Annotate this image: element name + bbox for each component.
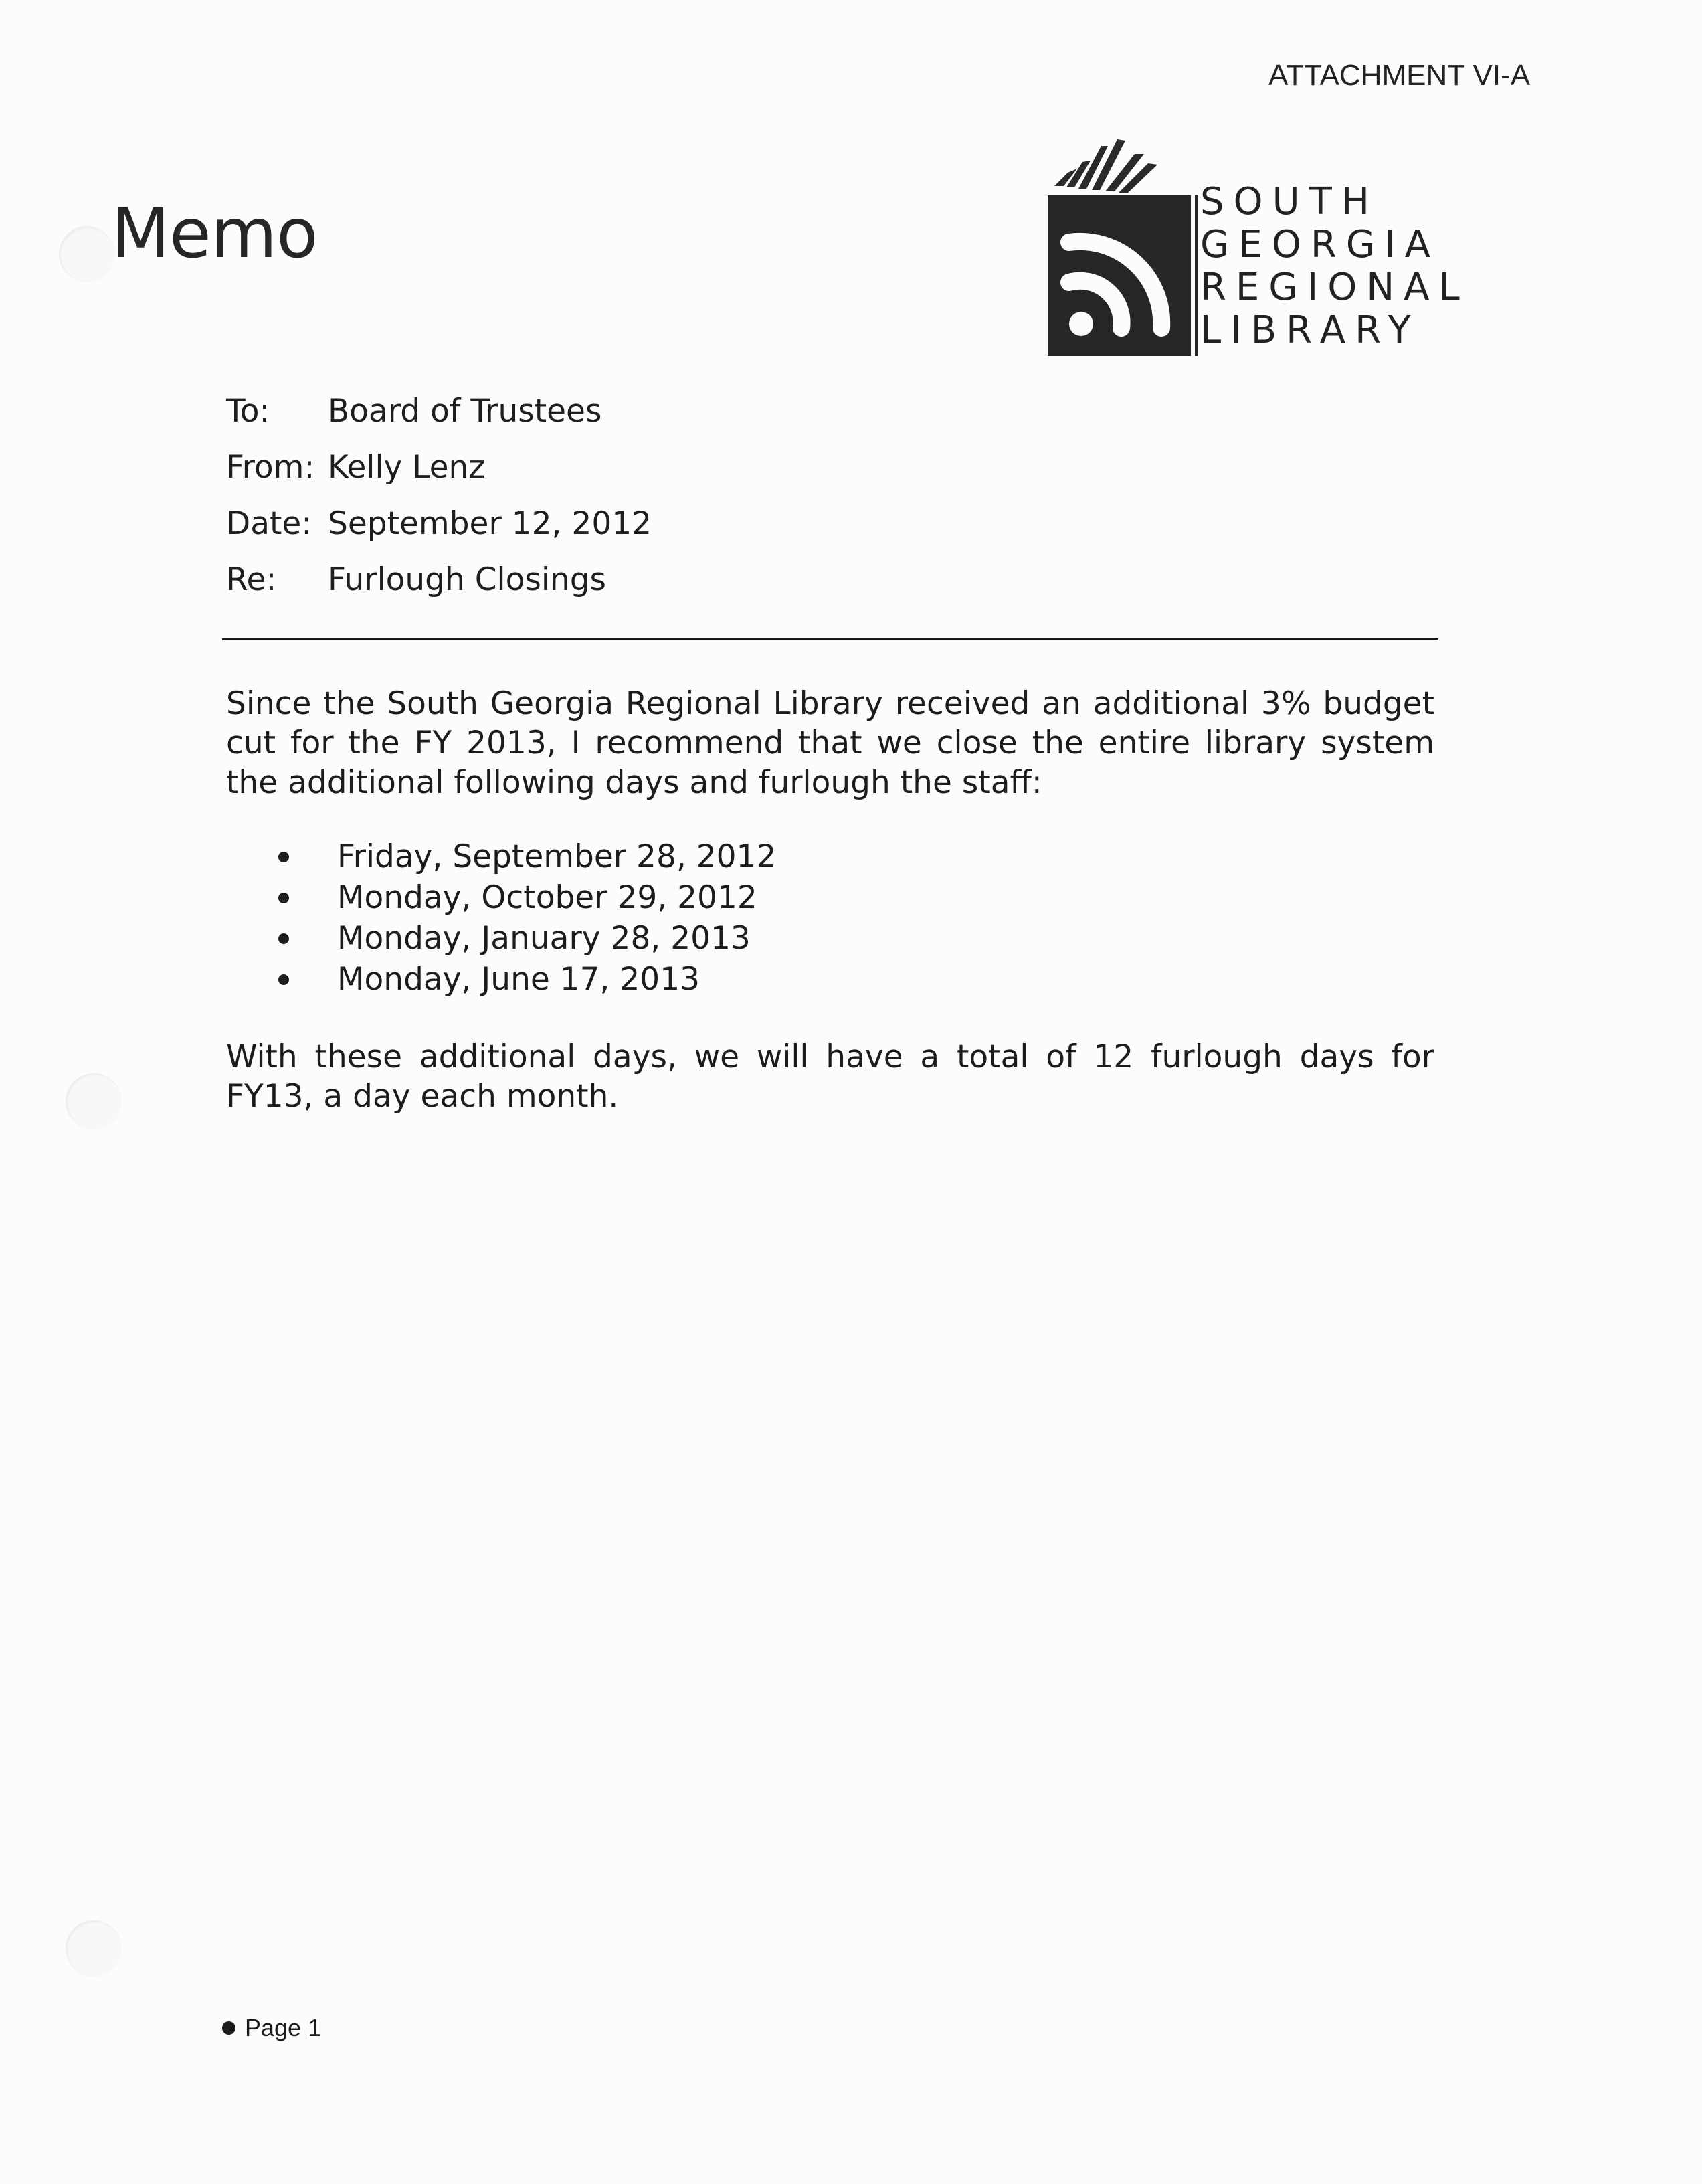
re-value: Furlough Closings: [328, 561, 607, 598]
memo-title: Memo: [111, 194, 318, 274]
re-label: Re:: [226, 561, 277, 598]
list-item: [226, 877, 776, 918]
punch-hole: [59, 226, 115, 282]
body-paragraph: Since the South Georgia Regional Library received an additional 3% budget cut for the FY 2013, I recommend that we close the entire library system the additional following days and furlough the staff:: [226, 685, 1434, 801]
punch-hole: [66, 1920, 122, 1977]
bullet-icon: [278, 974, 289, 985]
bullet-icon: [278, 933, 289, 944]
from-label: From:: [226, 448, 315, 486]
body-paragraph: With these additional days, we will have a total of 12 furlough days for FY13, a day each month.: [226, 1038, 1434, 1115]
list-item: [226, 959, 776, 1000]
from-value: Kelly Lenz: [328, 448, 485, 486]
page-footer: [222, 2014, 321, 2042]
date-value: September 12, 2012: [328, 505, 652, 542]
logo-wordmark: [1200, 181, 1469, 352]
memo-header: [226, 383, 652, 608]
date-row: [226, 495, 652, 551]
to-label: To:: [226, 392, 270, 430]
logo-line: REGIONAL: [1200, 266, 1469, 309]
bullet-icon: [278, 893, 289, 903]
closing-day: Monday, June 17, 2013: [337, 961, 700, 998]
header-divider: [222, 638, 1438, 640]
attachment-label: ATTACHMENT VI-A: [1268, 59, 1531, 92]
to-value: Board of Trustees: [328, 392, 602, 430]
re-row: [226, 551, 652, 608]
closing-day: Friday, September 28, 2012: [337, 838, 777, 875]
to-row: [226, 383, 652, 439]
list-item: [226, 836, 776, 877]
punch-hole: [66, 1073, 122, 1129]
bullet-icon: [278, 852, 289, 862]
closing-day: Monday, January 28, 2013: [337, 920, 751, 957]
page-number: Page 1: [245, 2014, 322, 2041]
logo-line: GEORGIA: [1200, 223, 1440, 266]
closing-day: Monday, October 29, 2012: [337, 879, 757, 916]
from-row: [226, 439, 652, 495]
date-label: Date:: [226, 505, 312, 542]
logo-line: SOUTH: [1200, 180, 1379, 223]
closing-days-list: [226, 836, 776, 1000]
logo-line: LIBRARY: [1200, 308, 1420, 352]
list-item: [226, 918, 776, 959]
bullet-icon: [222, 2021, 235, 2035]
